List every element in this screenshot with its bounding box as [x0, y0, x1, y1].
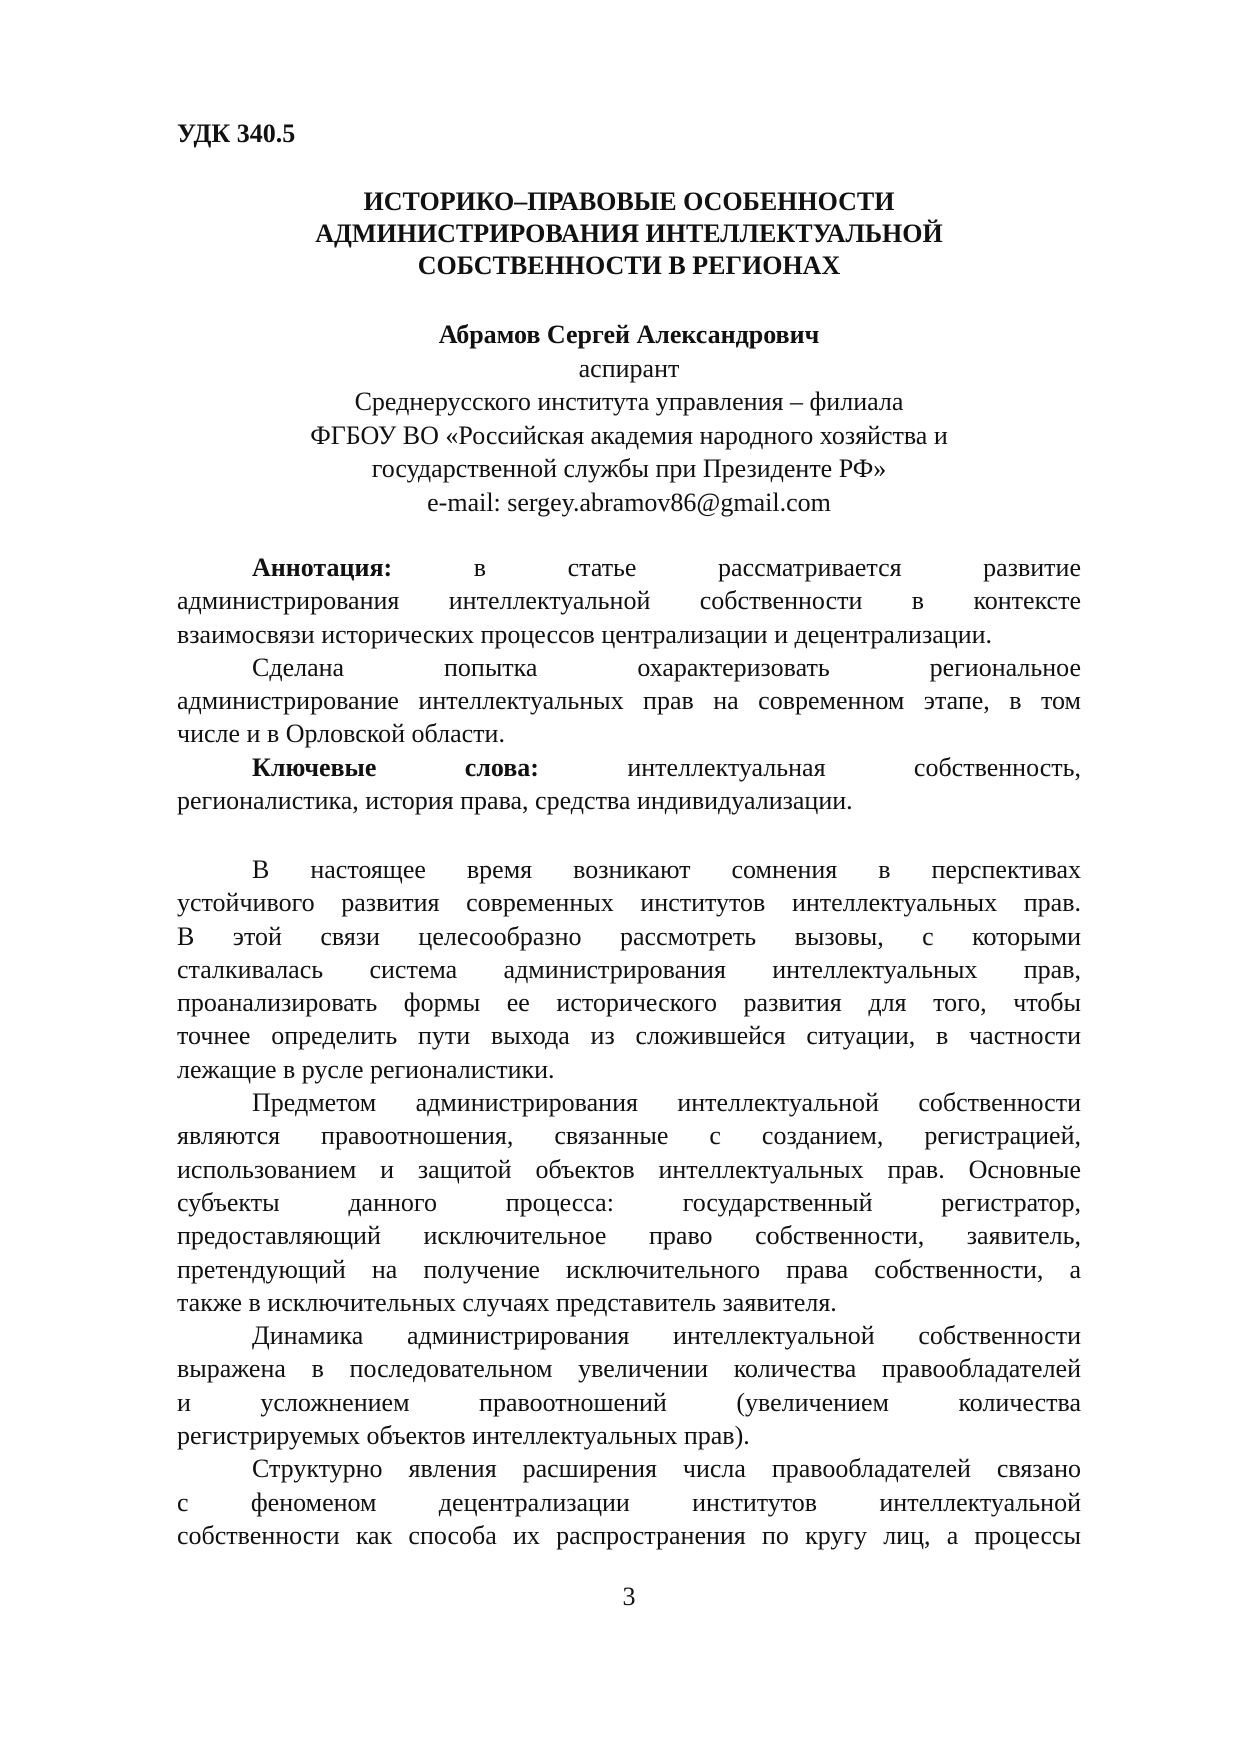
keywords-label: Ключевые слова: [252, 752, 539, 782]
body-line: субъекты данного процесса: государственный регистратор, [177, 1187, 1081, 1217]
author-affiliation-line: ФГБОУ ВО «Российская академия народного хозяйства и [310, 420, 948, 450]
body-line: регистрируемых объектов интеллектуальных прав). [177, 1421, 750, 1451]
body-line: с феноменом децентрализации институтов интеллектуальной [177, 1487, 1081, 1517]
abstract-line: администрирование интеллектуальных прав на современном этапе, в том [177, 686, 1081, 716]
body-line: также в исключительных случаях представитель заявителя. [177, 1287, 837, 1317]
body-line: точнее определить пути выхода из сложившейся ситуации, в частности [177, 1021, 1081, 1051]
title-line: ИСТОРИКО–ПРАВОВЫЕ ОСОБЕННОСТИ [363, 187, 895, 216]
body-line: Динамика администрирования интеллектуальной собственности [252, 1321, 1081, 1351]
abstract-line: взаимосвязи исторических процессов централизации и децентрализации. [177, 619, 993, 649]
abstract-line [177, 551, 1081, 584]
title-line: АДМИНИСТРИРОВАНИЯ ИНТЕЛЛЕКТУАЛЬНОЙ [315, 219, 943, 248]
body-line: являются правоотношения, связанные с созданием, регистрацией, [177, 1121, 1081, 1151]
author-name: Абрамов Сергей Александрович [438, 320, 820, 349]
author-block [177, 318, 1081, 519]
keywords-line [177, 751, 1081, 784]
keywords-text: интеллектуальная собственность, [538, 752, 1081, 782]
body-line: претендующий на получение исключительного права собственности, а [177, 1254, 1081, 1284]
article-title [177, 186, 1081, 282]
body-line: В этой связи целесообразно рассмотреть вызовы, с которыми [177, 921, 1081, 951]
body-line: выражена в последовательном увеличении количества правообладателей [177, 1354, 1081, 1384]
body-line: собственности как способа их распространения по кругу лиц, а процессы [177, 1520, 1081, 1550]
author-position: аспирант [578, 353, 680, 383]
abstract-line: числе и в Орловской области. [177, 719, 505, 749]
abstract-label: Аннотация: [252, 553, 393, 582]
abstract-line: администрирования интеллектуальной собственности в контексте [177, 586, 1081, 616]
author-affiliation-line: государственной службы при Президенте РФ» [371, 454, 887, 483]
body-line: использованием и защитой объектов интеллектуальных прав. Основные [177, 1154, 1081, 1184]
keywords-line: регионалистика, история права, средства индивидуализации. [177, 786, 853, 816]
title-line: СОБСТВЕННОСТИ В РЕГИОНАХ [417, 251, 841, 280]
udk-code: УДК 340.5 [177, 119, 296, 148]
body-line: сталкивалась система администрирования интеллектуальных прав, [177, 954, 1081, 984]
body-line: лежащие в русле регионалистики. [177, 1054, 555, 1084]
body-line: Структурно явления расширения числа правообладателей связано [252, 1454, 1081, 1484]
author-email: e-mail: sergey.abramov86@gmail.com [427, 487, 831, 517]
body-line: устойчивого развития современных институтов интеллектуальных прав. [177, 888, 1081, 918]
abstract-line: Сделана попытка охарактеризовать региональное [252, 652, 1081, 682]
body-line: и усложнением правоотношений (увеличением количества [177, 1387, 1081, 1417]
author-affiliation-line: Среднерусского института управления – филиала [354, 387, 904, 416]
page-number: 3 [622, 1582, 636, 1611]
body-line: Предметом администрирования интеллектуальной собственности [252, 1088, 1081, 1118]
body-line: проанализировать формы ее исторического развития для того, чтобы [177, 988, 1081, 1018]
abstract-text: в статье рассматривается развитие [392, 553, 1081, 582]
body-line: предоставляющий исключительное право собственности, заявитель, [177, 1221, 1081, 1251]
body-line: В настоящее время возникают сомнения в перспективах [252, 855, 1081, 884]
article-body [177, 853, 1081, 1552]
abstract-section [177, 551, 1081, 817]
